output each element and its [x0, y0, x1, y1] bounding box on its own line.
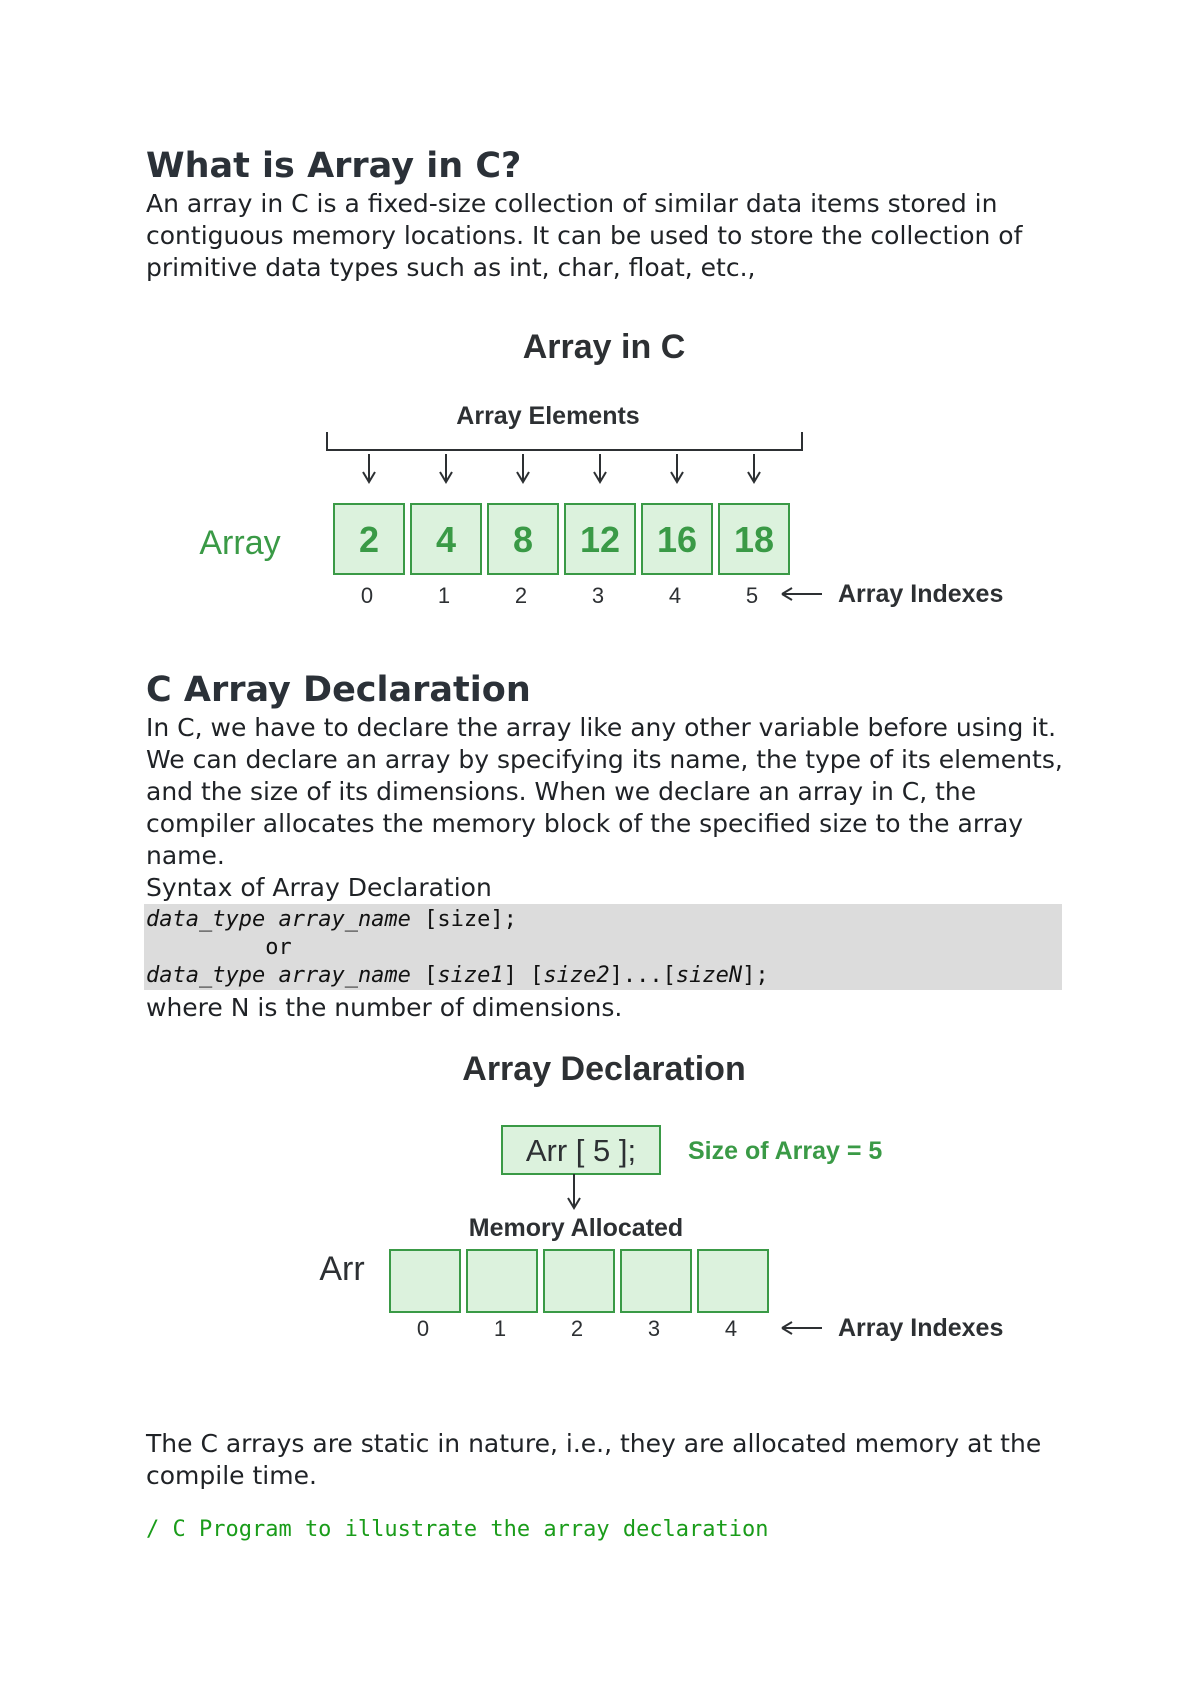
arr-label: Arr — [319, 1250, 365, 1288]
figure1-title: Array in C — [522, 328, 686, 366]
memory-allocated-label: Memory Allocated — [468, 1214, 684, 1242]
array-value: 12 — [579, 519, 621, 560]
index-label: 2 — [570, 1316, 584, 1341]
index-label: 1 — [493, 1316, 507, 1341]
index-label: 3 — [647, 1316, 661, 1341]
intro-paragraph: An array in C is a fixed-size collection of similar data items stored in contiguous memory locations. It can be used to store the collection of primitive data types such as int, char, float, etc., — [146, 189, 1023, 282]
element-arrow — [440, 454, 452, 482]
array-value: 18 — [733, 519, 775, 560]
array-value: 2 — [358, 519, 380, 560]
element-arrow — [594, 454, 606, 482]
array-value: 8 — [512, 519, 534, 560]
syntax-code-block — [144, 904, 1062, 990]
array-value: 16 — [656, 519, 698, 560]
declaration-text: Arr [ 5 ]; — [525, 1133, 637, 1168]
element-arrow — [748, 454, 760, 482]
memory-cell — [698, 1250, 768, 1312]
memory-cell — [621, 1250, 691, 1312]
memory-cell — [390, 1250, 460, 1312]
index-label: 5 — [745, 583, 759, 608]
index-label: 1 — [437, 583, 451, 608]
code-line-1: data_type array_name [size]; — [146, 907, 517, 932]
declaration-paragraph: In C, we have to declare the array like any other variable before using it. We can declare an array by specifying its name, the type of its elements, and the size of its dimensions. When we declare an array in C, the compiler allocates the memory block of the specified size to the array name. — [146, 713, 1063, 870]
array-indexes-label-2: Array Indexes — [838, 1314, 1004, 1342]
index-label: 0 — [416, 1316, 430, 1341]
size-label: Size of Array = 5 — [688, 1137, 883, 1165]
array-elements-label: Array Elements — [456, 402, 640, 430]
declaration-heading: C Array Declaration — [146, 670, 531, 710]
page-title: What is Array in C? — [146, 146, 522, 186]
memory-arrow — [568, 1174, 580, 1208]
indexes-arrow-2 — [782, 1322, 822, 1334]
element-arrow — [363, 454, 375, 482]
index-label: 0 — [360, 583, 374, 608]
dimensions-note: where N is the number of dimensions. — [146, 993, 623, 1022]
code-line-3: data_type array_name [size1] [size2]...[sizeN]; — [146, 963, 769, 988]
array-in-c-figure — [0, 320, 1200, 620]
code-comment: / C Program to illustrate the array declaration — [146, 1517, 769, 1542]
code-line-2: or — [146, 935, 292, 960]
array-indexes-label: Array Indexes — [838, 580, 1004, 608]
static-note-paragraph: The C arrays are static in nature, i.e., they are allocated memory at the compile time. — [146, 1429, 1042, 1490]
array-declaration-figure — [0, 1040, 1200, 1350]
index-label: 4 — [724, 1316, 738, 1341]
index-label: 2 — [514, 583, 528, 608]
indexes-arrow — [782, 588, 822, 600]
element-arrow — [517, 454, 529, 482]
figure2-title: Array Declaration — [462, 1050, 746, 1088]
memory-cell — [467, 1250, 537, 1312]
array-label: Array — [199, 524, 281, 562]
index-label: 4 — [668, 583, 682, 608]
syntax-title: Syntax of Array Declaration — [146, 873, 492, 902]
elements-bracket — [327, 432, 802, 450]
memory-cell — [544, 1250, 614, 1312]
element-arrow — [671, 454, 683, 482]
index-label: 3 — [591, 583, 605, 608]
array-value: 4 — [435, 519, 457, 560]
